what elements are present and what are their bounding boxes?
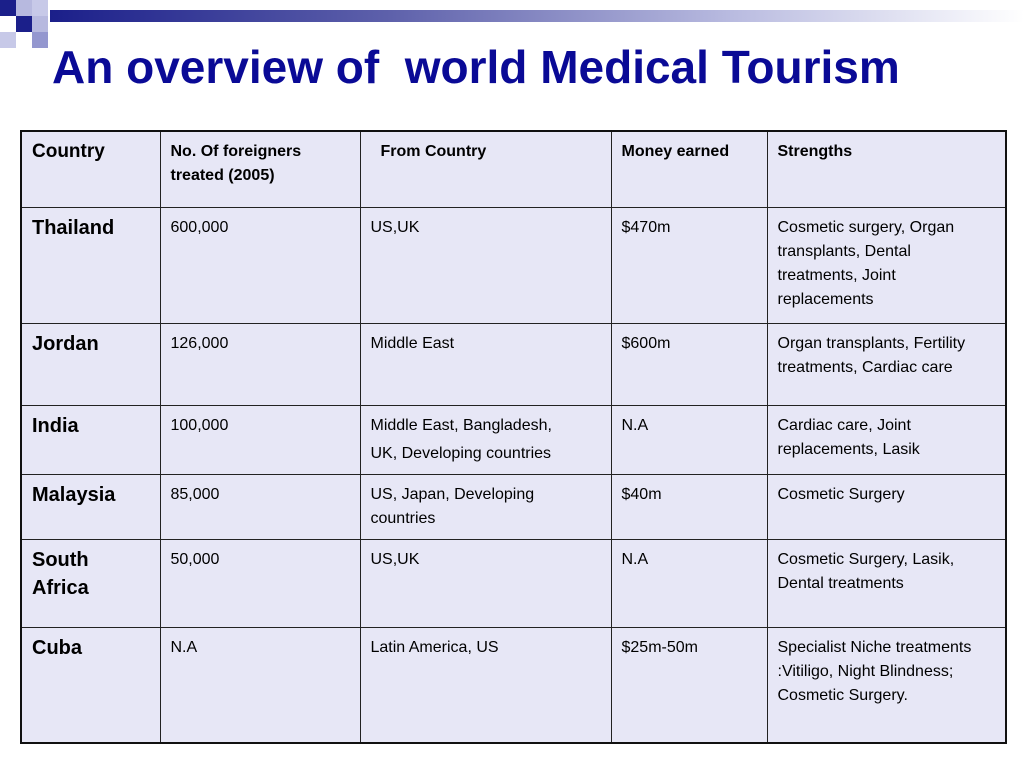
from-country-cell [360, 405, 611, 474]
strengths-cell: Cosmetic surgery, Organ transplants, Dental treatments, Joint replacements [767, 207, 1006, 323]
table-body [21, 207, 1006, 743]
strengths-cell: Organ transplants, Fertility treatments, Cardiac care [767, 323, 1006, 405]
from-country-cell [360, 323, 611, 405]
country-cell: Jordan [21, 323, 160, 405]
money-earned-cell: N.A [611, 405, 767, 474]
strengths-cell: Cardiac care, Joint replacements, Lasik [767, 405, 1006, 474]
table-row [21, 539, 1006, 627]
medical-tourism-table [20, 130, 1007, 744]
header-gradient-bar [50, 10, 1024, 22]
country-cell: South Africa [21, 539, 160, 627]
header-strengths: Strengths [767, 131, 1006, 207]
foreigners-treated-cell: 50,000 [160, 539, 360, 627]
from-country-cell [360, 474, 611, 539]
table-header-row [21, 131, 1006, 207]
from-country-line: Latin America, US [370, 638, 499, 656]
table-row [21, 405, 1006, 474]
from-country-line: US, Japan, Developing countries [370, 485, 535, 527]
strengths-cell: Cosmetic Surgery, Lasik, Dental treatments [767, 539, 1006, 627]
strengths-cell: Specialist Niche treatments :Vitiligo, Night Blindness; Cosmetic Surgery. [767, 627, 1006, 743]
header-square-decoration [32, 0, 48, 16]
table-row [21, 474, 1006, 539]
header-foreigners-treated: No. Of foreigners treated (2005) [160, 131, 360, 207]
money-earned-cell: $40m [611, 474, 767, 539]
table-row [21, 207, 1006, 323]
header-from-country: From Country [360, 131, 611, 207]
header-square-decoration [16, 0, 32, 16]
strengths-cell: Cosmetic Surgery [767, 474, 1006, 539]
header-country: Country [21, 131, 160, 207]
from-country-cell [360, 539, 611, 627]
header-square-decoration [0, 32, 16, 48]
header-square-decoration [32, 32, 48, 48]
foreigners-treated-cell: 85,000 [160, 474, 360, 539]
country-cell: Cuba [21, 627, 160, 743]
country-cell: India [21, 405, 160, 474]
foreigners-treated-cell: 600,000 [160, 207, 360, 323]
from-country-line: Middle East [370, 334, 455, 352]
money-earned-cell: $25m-50m [611, 627, 767, 743]
foreigners-treated-cell: N.A [160, 627, 360, 743]
header-square-decoration [0, 0, 16, 16]
header-square-decoration [32, 16, 48, 32]
table-row [21, 627, 1006, 743]
money-earned-cell: $470m [611, 207, 767, 323]
from-country-line: UK, Developing countries [370, 444, 552, 462]
table-row [21, 323, 1006, 405]
country-cell: Thailand [21, 207, 160, 323]
from-country-line: Middle East, Bangladesh, [370, 416, 552, 434]
money-earned-cell: N.A [611, 539, 767, 627]
foreigners-treated-cell: 126,000 [160, 323, 360, 405]
header-square-decoration [16, 16, 32, 32]
foreigners-treated-cell: 100,000 [160, 405, 360, 474]
header-money-earned: Money earned [611, 131, 767, 207]
slide-title: An overview of world Medical Tourism [52, 41, 900, 93]
money-earned-cell: $600m [611, 323, 767, 405]
from-country-line: US,UK [370, 550, 420, 568]
country-cell: Malaysia [21, 474, 160, 539]
from-country-cell [360, 207, 611, 323]
from-country-cell [360, 627, 611, 743]
from-country-line: US,UK [370, 218, 420, 236]
